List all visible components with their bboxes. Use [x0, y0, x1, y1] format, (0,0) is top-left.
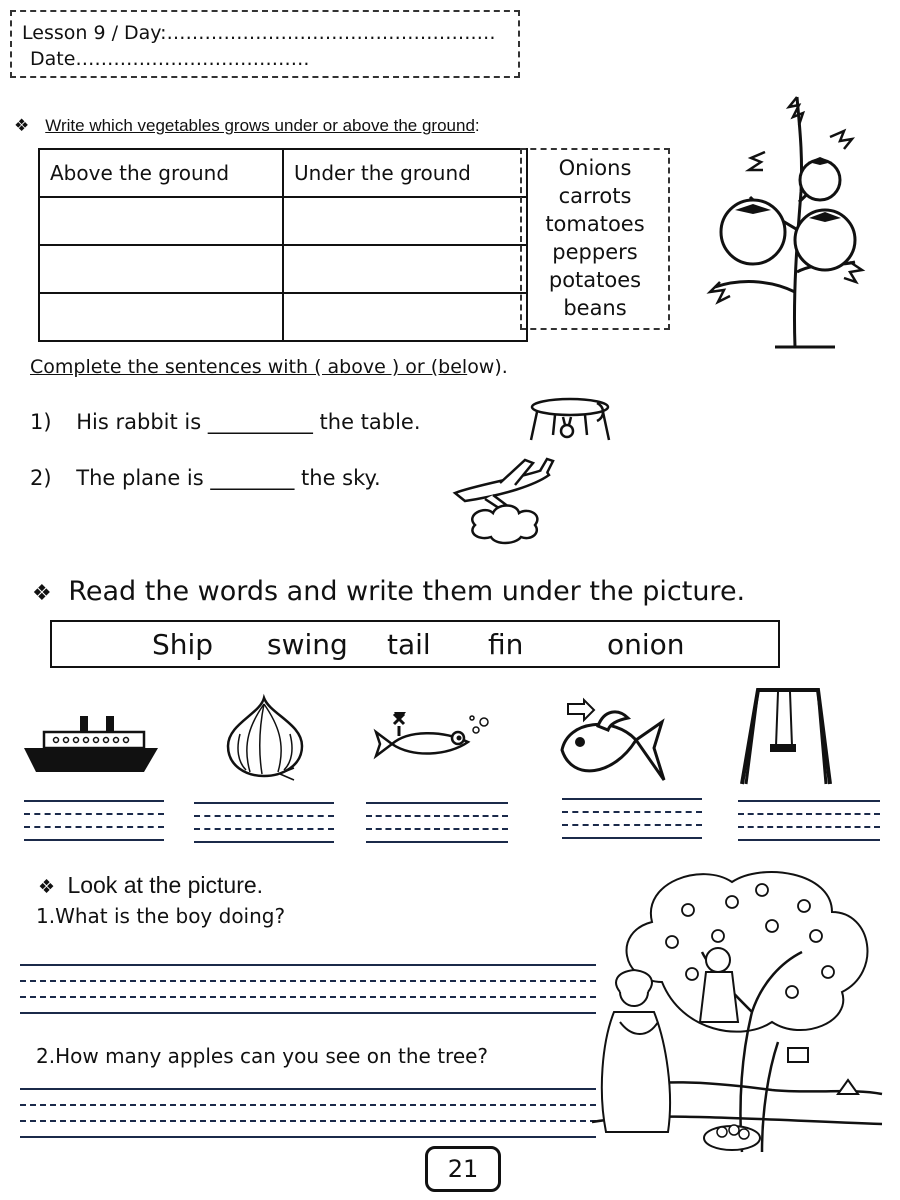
- header-above-ground: Above the ground: [39, 149, 283, 197]
- writing-lines-ship[interactable]: [24, 800, 164, 841]
- question-2: 2.How many apples can you see on the tree?: [36, 1044, 489, 1068]
- writing-lines-tail[interactable]: [366, 802, 508, 843]
- read-words-title: [32, 576, 745, 607]
- complete-instruction-underlined: Complete the sentences with ( above ) or (bel: [30, 356, 468, 378]
- plane-above-cloud-illustration: [445, 455, 565, 545]
- word-ship: Ship: [152, 628, 214, 661]
- word-onion: onion: [607, 628, 685, 661]
- word-tail: tail: [387, 628, 431, 661]
- complete-instruction-rest: ow).: [467, 356, 508, 378]
- vegetables-instruction-text: Write which vegetables grows under or above the ground: [45, 116, 475, 135]
- answer-cell-above-3[interactable]: [39, 293, 283, 341]
- date-line: Date……………………………….: [30, 48, 310, 70]
- word-fin: fin: [488, 628, 524, 661]
- word-list-box: [50, 620, 780, 668]
- answer-cell-under-3[interactable]: [283, 293, 527, 341]
- look-at-picture-title: [38, 872, 263, 899]
- word-swing: swing: [267, 628, 348, 661]
- read-words-text: Read the words and write them under the picture.: [68, 576, 746, 607]
- word-bank-item: Onions: [558, 156, 632, 180]
- vegetables-table: [38, 148, 528, 342]
- vegetable-word-bank: [520, 148, 670, 330]
- answer-cell-under-2[interactable]: [283, 245, 527, 293]
- tomato-plant-illustration: [705, 92, 865, 352]
- instruction-colon: :: [474, 116, 480, 135]
- sentence-number: 2): [30, 466, 52, 490]
- sentence-text: The plane is ________ the sky.: [76, 466, 381, 490]
- word-bank-item: potatoes: [548, 268, 642, 292]
- question-1: 1.What is the boy doing?: [36, 904, 286, 928]
- diamond-bullet-icon: ❖: [14, 116, 30, 135]
- swing-illustration: [738, 686, 834, 786]
- diamond-bullet-icon: ❖: [38, 877, 56, 898]
- answer-lines-question-2[interactable]: [20, 1088, 596, 1138]
- word-bank-item: tomatoes: [545, 212, 645, 236]
- apple-tree-scene-illustration: [592, 862, 884, 1162]
- fish-tail-illustration: [372, 712, 492, 768]
- sentence-1: [30, 410, 421, 434]
- complete-sentences-instruction: [30, 356, 508, 378]
- page-number: 21: [425, 1146, 501, 1192]
- rabbit-under-table-illustration: [525, 395, 615, 445]
- writing-lines-fin[interactable]: [562, 798, 702, 839]
- answer-cell-above-2[interactable]: [39, 245, 283, 293]
- header-under-ground: Under the ground: [283, 149, 527, 197]
- word-bank-item: peppers: [552, 240, 638, 264]
- word-bank-item: carrots: [558, 184, 632, 208]
- answer-cell-under-1[interactable]: [283, 197, 527, 245]
- answer-lines-question-1[interactable]: [20, 964, 596, 1014]
- lesson-header-box: [10, 10, 520, 78]
- sentence-number: 1): [30, 410, 52, 434]
- sentence-2: [30, 466, 381, 490]
- answer-cell-above-1[interactable]: [39, 197, 283, 245]
- lesson-day-line: Lesson 9 / Day:………………………………………….…: [22, 22, 496, 44]
- writing-lines-onion[interactable]: [194, 802, 334, 843]
- onion-illustration: [220, 694, 310, 780]
- ship-illustration: [22, 712, 160, 774]
- diamond-bullet-icon: ❖: [32, 581, 52, 606]
- sentence-text: His rabbit is __________ the table.: [76, 410, 421, 434]
- fish-fin-illustration: [558, 700, 668, 790]
- writing-lines-swing[interactable]: [738, 800, 880, 841]
- word-bank-item: beans: [563, 296, 627, 320]
- look-at-picture-text: Look at the picture.: [67, 872, 264, 898]
- vegetables-instruction: [14, 116, 480, 136]
